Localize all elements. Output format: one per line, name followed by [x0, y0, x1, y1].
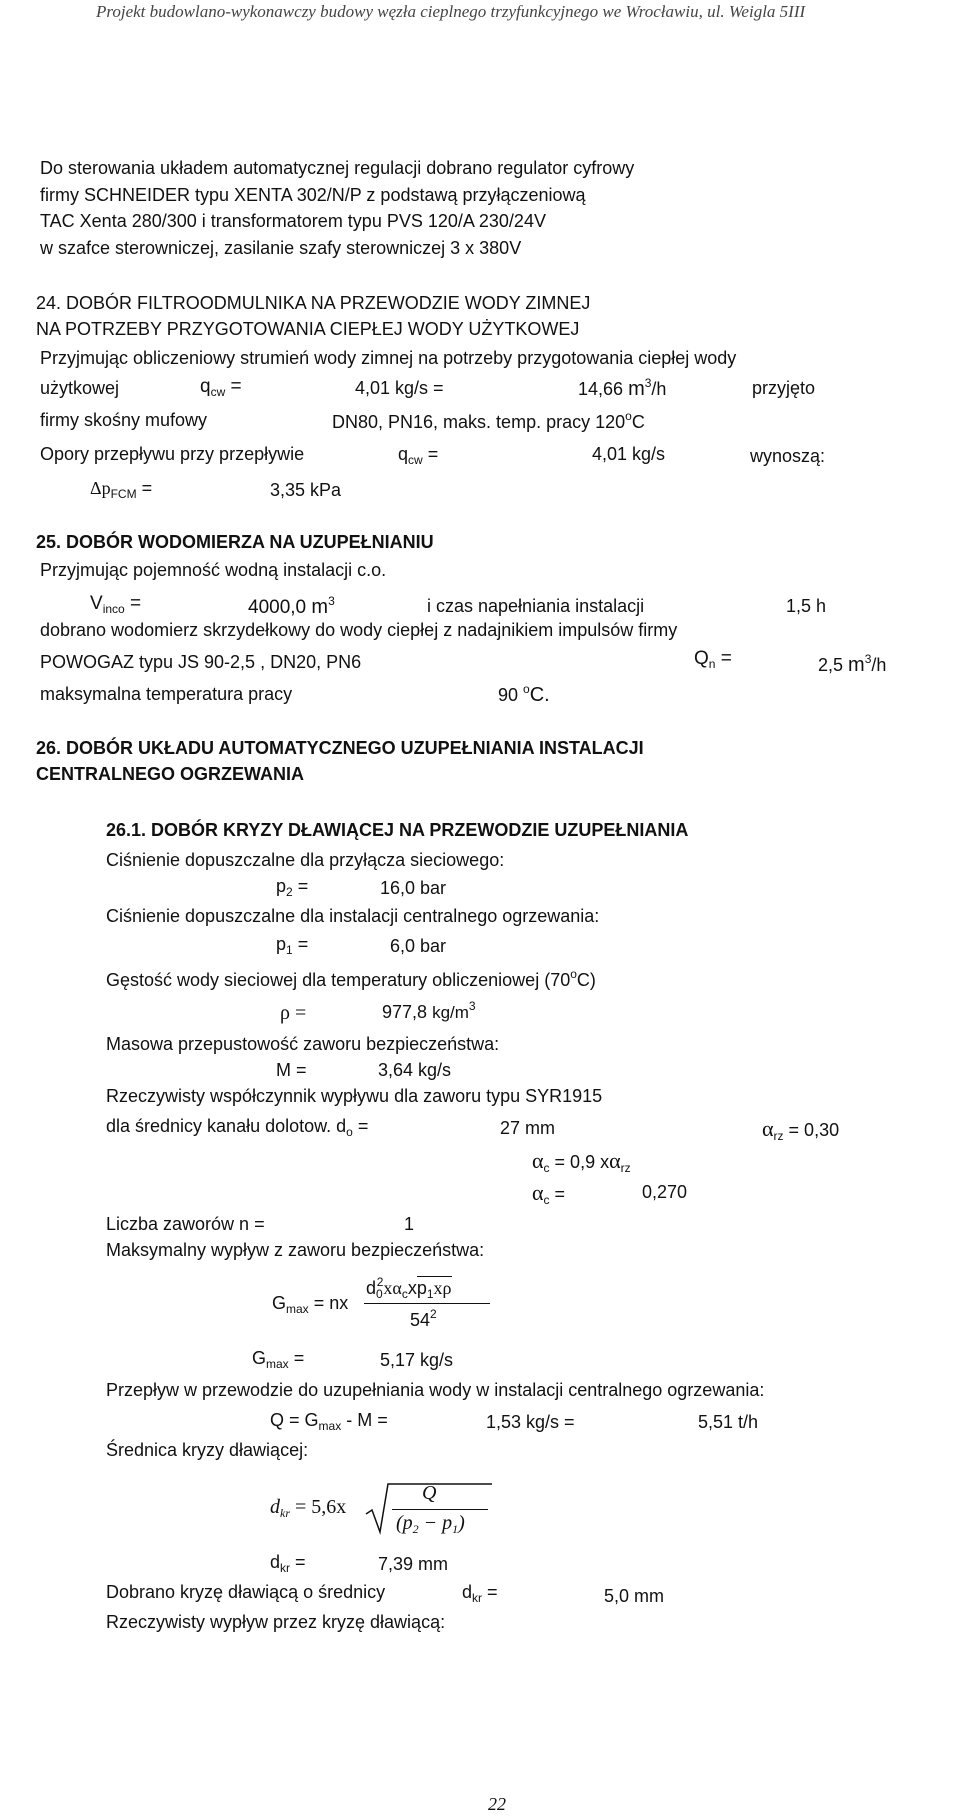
- formula-gmax-numerator: $d_0^2x\alpha_cxp_1x\rho$: [366, 1275, 452, 1301]
- s26-M-symbol: M =: [276, 1060, 307, 1080]
- s26-liczba-zaworow: Liczba zaworów n =: [106, 1214, 265, 1234]
- intro-line-1: Do sterowania układem automatycznej regulacji dobrano regulator cyfrowy: [40, 158, 635, 178]
- s26-rzeczywisty: Rzeczywisty współczynnik wypływu dla zaworu typu SYR1915: [106, 1086, 603, 1106]
- s24-value-2: 4,01 kg/s: [592, 444, 666, 464]
- s24-firmy: firmy skośny mufowy: [40, 410, 208, 430]
- s25-czas-value: 1,5 h: [786, 596, 827, 616]
- s26-alpha-rz: $\alpha_{rz} = 0,30$: [762, 1116, 840, 1143]
- s26-rzeczywisty-wyplyw: Rzeczywisty wypływ przez kryzę dławiącą:: [106, 1612, 446, 1632]
- s26-przeplyw: Przepływ w przewodzie do uzupełniania wody w instalacji centralnego ogrzewania:: [106, 1380, 765, 1400]
- s26-Q-formula: $Q = G_{max} - M$ =: [270, 1410, 388, 1433]
- s26-dla-srednicy: dla średnicy kanału dolotow. $d_o$ =: [106, 1116, 369, 1139]
- s25-czas: i czas napełniania instalacji: [427, 596, 645, 616]
- s25-maks: maksymalna temperatura pracy: [40, 684, 293, 704]
- section-26-title-2: CENTRALNEGO OGRZEWANIA: [36, 764, 304, 784]
- s24-dp-value: 3,35 kPa: [270, 480, 342, 500]
- s26-p2-symbol: $p_2$ =: [276, 876, 309, 899]
- formula-dkr-lhs: $d_{kr} = 5,6x$: [270, 1496, 347, 1520]
- formula-gmax-fraction-bar: [364, 1303, 490, 1304]
- s26-M-value: 3,64 kg/s: [378, 1060, 452, 1080]
- s26-d-value: 27 mm: [500, 1118, 556, 1138]
- formula-dkr-denominator: $(p_2 - p_1)$: [396, 1512, 465, 1536]
- formula-gmax-denominator: $54^2$: [410, 1307, 437, 1330]
- s25-powogaz: POWOGAZ typu JS 90-2,5 , DN20, PN6: [40, 652, 362, 672]
- section-26-1-title: 26.1. DOBÓR KRYZY DŁAWIĄCEJ NA PRZEWODZIE UZUPEŁNIANIA: [106, 820, 689, 840]
- s26-Q-value-kgs: 1,53 kg/s =: [486, 1412, 575, 1432]
- s26-alpha-c-number: 0,270: [642, 1182, 688, 1202]
- s26-p1-value: 6,0 bar: [390, 936, 447, 956]
- intro-line-4: w szafce sterowniczej, zasilanie szafy sterowniczej 3 x 380V: [40, 238, 522, 258]
- s24-q-symbol: $q_{cw}$ =: [200, 376, 242, 399]
- s24-przyjeto: przyjęto: [752, 378, 816, 398]
- section-24-title-2: NA POTRZEBY PRZYGOTOWANIA CIEPŁEJ WODY UŻYTKOWEJ: [36, 319, 580, 339]
- s26-masowa: Masowa przepustowość zaworu bezpieczeństwa:: [106, 1034, 500, 1054]
- s26-cis1: Ciśnienie dopuszczalne dla przyłącza sieciowego:: [106, 850, 505, 870]
- s25-qn-value: 2,5 $m^3/h$: [818, 652, 887, 676]
- section-26-title-1: 26. DOBÓR UKŁADU AUTOMATYCZNEGO UZUPEŁNIANIA INSTALACJI: [36, 738, 644, 758]
- s26-dobrano-value: 5,0 mm: [604, 1586, 665, 1606]
- s24-dp-symbol: $\Delta p_{FCM}$ =: [90, 478, 153, 501]
- s26-maks-wyplyw: Maksymalny wypływ z zaworu bezpieczeństwa:: [106, 1240, 485, 1260]
- intro-line-3: TAC Xenta 280/300 i transformatorem typu PVS 120/A 230/24V: [40, 211, 546, 231]
- s25-line-2: dobrano wodomierz skrzydełkowy do wody ciepłej z nadajnikiem impulsów firmy: [40, 620, 678, 640]
- page-number: 22: [488, 1794, 506, 1814]
- s24-wynosza: wynoszą:: [750, 446, 826, 466]
- s24-spec: DN80, PN16, maks. temp. pracy 120$^o$C: [332, 409, 645, 432]
- s25-line-1: Przyjmując pojemność wodną instalacji c.o.: [40, 560, 387, 580]
- s26-dkr-symbol: $d_{kr}$ =: [270, 1552, 306, 1575]
- s25-v-symbol: $V_{inco}$ =: [90, 593, 142, 616]
- s24-opory: Opory przepływu przy przepływie: [40, 444, 305, 464]
- s26-alpha-c-value: $\alpha_c$ =: [532, 1180, 566, 1207]
- s26-dkr-value: 7,39 mm: [378, 1554, 449, 1574]
- formula-gmax-lhs: $G_{max}$ = nx: [272, 1293, 349, 1316]
- s24-value-kgs: 4,01 kg/s =: [355, 378, 444, 398]
- s26-alpha-c-formula: $\alpha_c = 0,9$ $x\alpha_{rz}$: [532, 1148, 631, 1175]
- section-24-title-1: 24. DOBÓR FILTROODMULNIKA NA PRZEWODZIE WODY ZIMNEJ: [36, 293, 591, 313]
- s26-Q-value-th: 5,51 t/h: [698, 1412, 759, 1432]
- s26-liczba-value: 1: [404, 1214, 415, 1234]
- s26-p1-symbol: $p_1$ =: [276, 934, 309, 957]
- s26-srednica-kryzy: Średnica kryzy dławiącej:: [106, 1440, 309, 1460]
- section-25-title: 25. DOBÓR WODOMIERZA NA UZUPEŁNIANIU: [36, 532, 434, 552]
- intro-line-2: firmy SCHNEIDER typu XENTA 302/N/P z podstawą przyłączeniową: [40, 185, 586, 205]
- formula-dkr-numerator: Q: [422, 1482, 437, 1504]
- formula-dkr-fraction-bar: [392, 1509, 488, 1510]
- s24-value-m3h: 14,66 $m^3/h$: [578, 376, 667, 400]
- s24-uzytkowej: użytkowej: [40, 378, 120, 398]
- s26-dobrano-symbol: $d_{kr}$ =: [462, 1582, 498, 1605]
- s26-p2-value: 16,0 bar: [380, 878, 447, 898]
- s25-temp: 90 $^o$C.: [498, 682, 550, 706]
- s24-q2-symbol: $q_{cw}$ =: [398, 444, 439, 467]
- s26-gestosc: Gęstość wody sieciowej dla temperatury obliczeniowej (70$^o$C): [106, 967, 596, 990]
- s26-gmax-value: 5,17 kg/s: [380, 1350, 454, 1370]
- s25-v-value: 4000,0 $m^3$: [248, 594, 335, 618]
- s26-dobrano: Dobrano kryzę dławiącą o średnicy: [106, 1582, 386, 1602]
- page-header: Projekt budowlano-wykonawczy budowy węzła cieplnego trzyfunkcyjnego we Wrocławiu, ul. Weigla 5III: [96, 2, 806, 21]
- s24-line-1: Przyjmując obliczeniowy strumień wody zimnej na potrzeby przygotowania ciepłej wody: [40, 348, 737, 368]
- s26-rho-symbol: ρ =: [280, 1002, 307, 1024]
- s26-cis2: Ciśnienie dopuszczalne dla instalacji centralnego ogrzewania:: [106, 906, 600, 926]
- s26-gmax-symbol: $G_{max}$ =: [252, 1348, 305, 1371]
- s26-rho-value: 977,8 $kg/m^3$: [382, 999, 476, 1022]
- s25-qn-symbol: $Q_n$ =: [694, 648, 732, 671]
